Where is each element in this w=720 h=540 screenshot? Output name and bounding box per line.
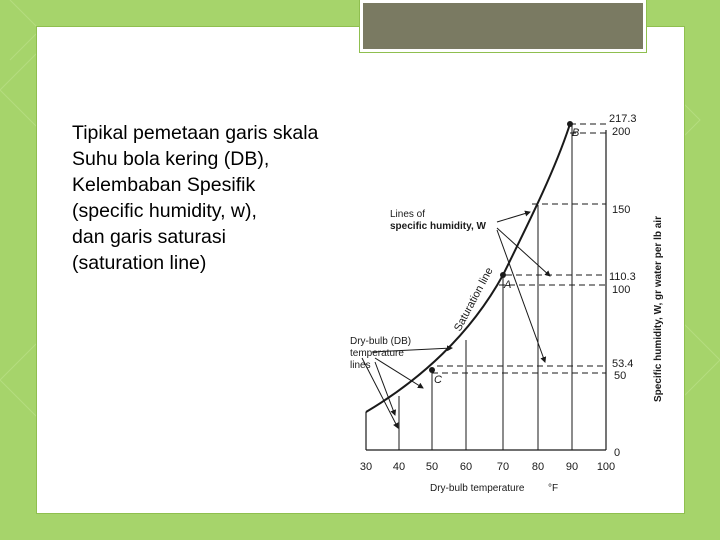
x-tick-label: 100 [596, 461, 616, 473]
y-tick-label: 110.3 [609, 271, 636, 283]
humidity-lines-label: Lines of [390, 209, 426, 220]
x-tick-label: 60 [459, 461, 473, 473]
db-lines-label: Dry-bulb (DB) [350, 336, 412, 347]
title-tab [360, 0, 646, 52]
point-a-marker [500, 272, 506, 278]
body-text [72, 120, 372, 276]
y-tick-label: 200 [612, 126, 631, 138]
point-c-marker [429, 367, 435, 373]
x-tick-labels [360, 461, 615, 473]
humidity-lines-label: specific humidity, W [390, 221, 486, 232]
x-tick-label: 90 [565, 461, 579, 473]
x-tick-label: 50 [425, 461, 439, 473]
body-line: (saturation line) [72, 252, 207, 274]
y-tick-label: 50 [614, 370, 627, 382]
x-tick-label: 80 [531, 461, 545, 473]
body-line: Tipikal pemetaan garis skala [72, 122, 319, 144]
x-tick-label: 70 [496, 461, 510, 473]
x-axis-label: Dry-bulb temperature [430, 483, 525, 494]
saturation-label: Saturation line [452, 265, 496, 334]
y-tick-label: 150 [612, 204, 631, 216]
db-lines-label: lines [350, 360, 371, 371]
y-tick-label: 53.4 [612, 358, 634, 370]
body-line: (specific humidity, w), [72, 200, 257, 222]
body-line: Kelembaban Spesifik [72, 174, 256, 196]
y-tick-label: 217.3 [609, 113, 637, 125]
db-lines-label: temperature [350, 348, 404, 359]
point-label: C [434, 374, 442, 386]
psychrometric-chart [343, 95, 683, 505]
point-label: B [572, 127, 580, 139]
y-tick-label: 100 [612, 284, 631, 296]
chart-frame [366, 130, 606, 450]
y-axis-label: Specific humidity, W, gr water per lb air [653, 216, 664, 402]
point-label: A [504, 279, 512, 291]
y-tick-label: 0 [614, 447, 621, 459]
state-points [429, 121, 573, 373]
body-line: dan garis saturasi [72, 226, 226, 248]
x-axis-unit: °F [548, 483, 559, 494]
x-tick-label: 40 [392, 461, 406, 473]
body-line: Suhu bola kering (DB), [72, 148, 270, 170]
x-tick-label: 30 [359, 461, 373, 473]
y-tick-labels [609, 113, 637, 459]
saturation-curve [366, 124, 570, 412]
